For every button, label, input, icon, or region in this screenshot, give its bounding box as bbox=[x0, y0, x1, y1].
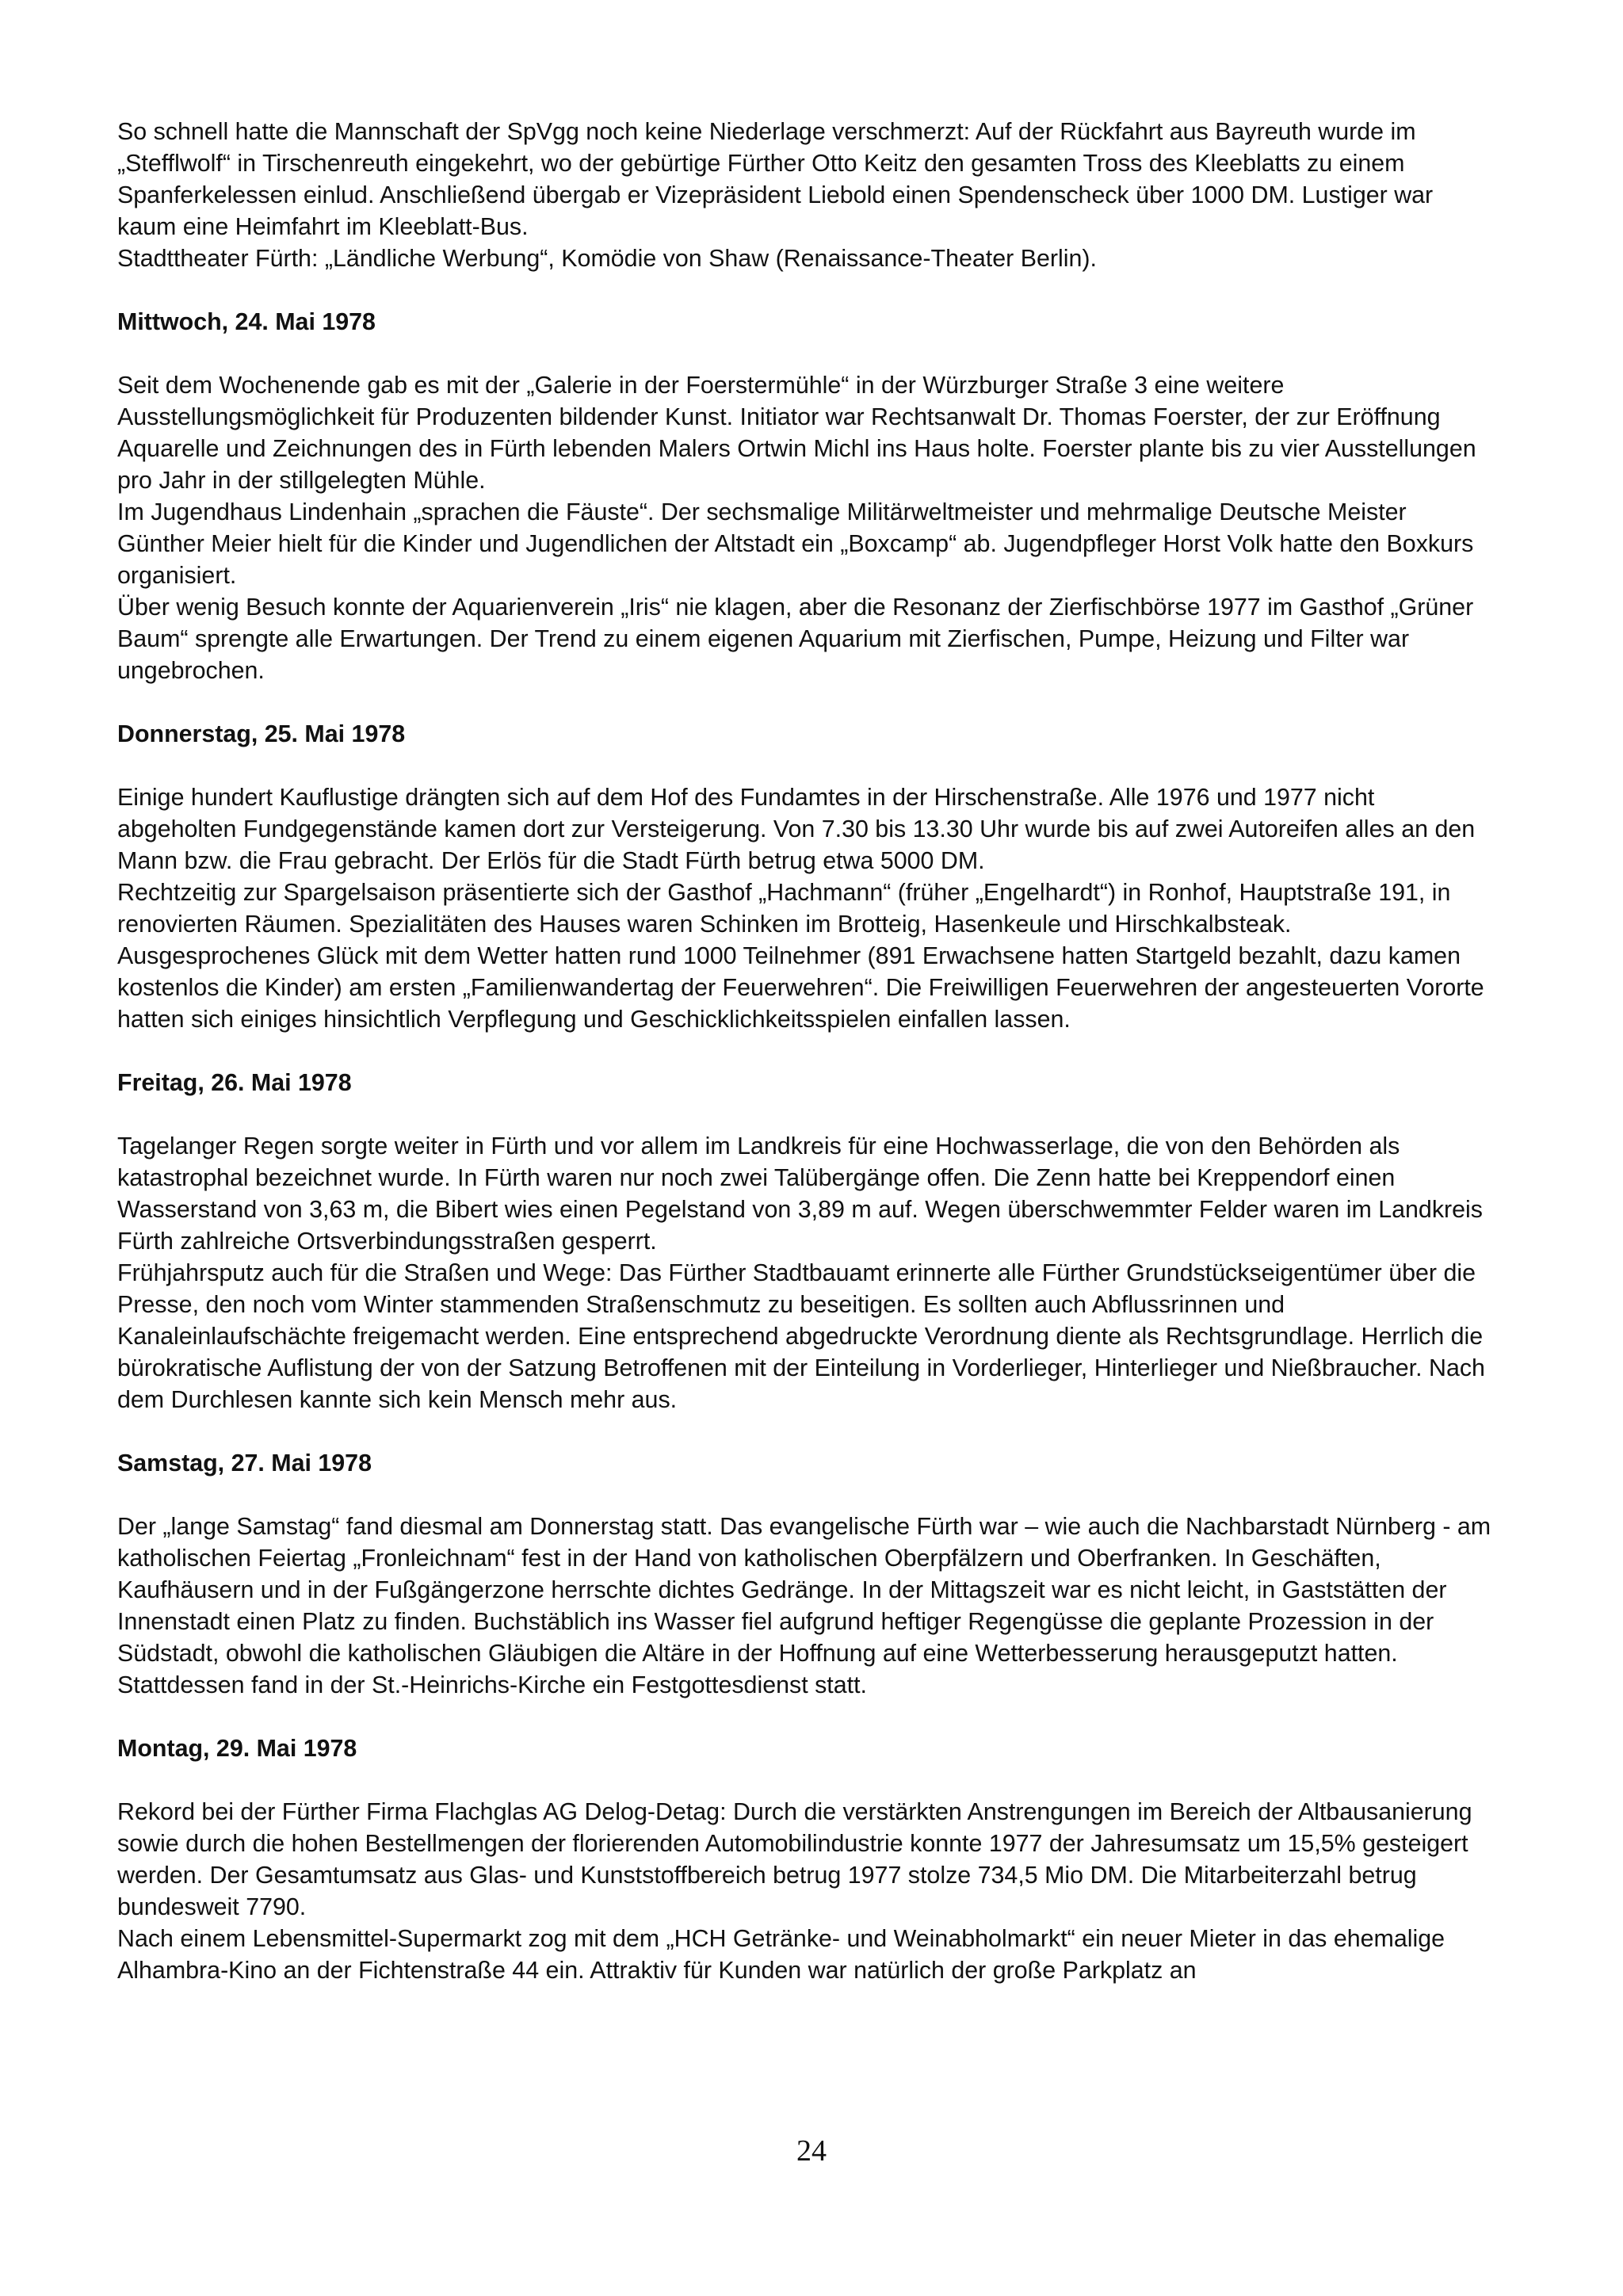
section-paragraph: Einige hundert Kauflustige drängten sich auf dem Hof des Fundamtes in der Hirschenstraße. Alle 1976 und 1977 nicht abgeholten Fundgegenstände kamen dort zur Versteigerung. Von 7.30 bis 13.30 Uhr wurde bis auf zwei Autoreifen alles an den Mann bzw. die Frau gebracht. Der Erlös für die Stadt Fürth betrug etwa 5000 DM. bbox=[117, 784, 1476, 874]
section-paragraph: Tagelanger Regen sorgte weiter in Fürth und vor allem im Landkreis für eine Hochwasserlage, die von den Behörden als katastrophal bezeichnet wurde. In Fürth waren nur noch zwei Talübergänge offen. Die Zenn hatte bei Kreppendorf einen Wasserstand von 3,63 m, die Bibert wies einen Pegelstand von 3,89 m auf. Wegen überschwemmter Felder waren im Landkreis Fürth zahlreiche Ortsverbindungsstraßen gesperrt. bbox=[117, 1133, 1483, 1255]
section-paragraph: Rekord bei der Fürther Firma Flachglas AG Delog-Detag: Durch die verstärkten Anstrengungen im Bereich der Altbausanierung sowie durch die hohen Bestellmengen der florierenden Automobilindustrie konnte 1977 der Jahresumsatz um 15,5% gesteigert werden. Der Gesamtumsatz aus Glas- und Kunststoffbereich betrug 1977 stolze 734,5 Mio DM. Die Mitarbeiterzahl betrug bundesweit 7790. bbox=[117, 1798, 1472, 1920]
intro-paragraph: Stadttheater Fürth: „Ländliche Werbung“, Komödie von Shaw (Renaissance-Theater Berlin). bbox=[117, 245, 1097, 272]
section-paragraph: Frühjahrsputz auch für die Straßen und Wege: Das Fürther Stadtbauamt erinnerte alle Fürther Grundstückseigentümer über die Presse, den noch vom Winter stammenden Straßenschmutz zu beseitigen. Es sollten auch Abflussrinnen und Kanaleinlaufschächte freigemacht werden. Eine entsprechend abgedruckte Verordnung diente als Rechtsgrundlage. Herrlich die bürokratische Auflistung der von der Satzung Betroffenen mit der Einteilung in Vorderlieger, Hinterlieger und Nießbraucher. Nach dem Durchlesen kannte sich kein Mensch mehr aus. bbox=[117, 1259, 1485, 1413]
section-paragraph: Der „lange Samstag“ fand diesmal am Donnerstag statt. Das evangelische Fürth war – wie auch die Nachbarstadt Nürnberg - am katholischen Feiertag „Fronleichnam“ fest in der Hand von katholischen Oberpfälzern und Oberfranken. In Geschäften, Kaufhäusern und in der Fußgängerzone herrschte dichtes Gedränge. In der Mittagszeit war es nicht leicht, in Gaststätten der Innenstadt einen Platz zu finden. Buchstäblich ins Wasser fiel aufgrund heftiger Regengüsse die geplante Prozession in der Südstadt, obwohl die katholischen Gläubigen die Altäre in der Hoffnung auf eine Wetterbesserung herausgeputzt hatten. Stattdessen fand in der St.-Heinrichs-Kirche ein Festgottesdienst statt. bbox=[117, 1513, 1491, 1698]
section-heading: Freitag, 26. Mai 1978 bbox=[117, 1069, 352, 1096]
section-heading: Mittwoch, 24. Mai 1978 bbox=[117, 308, 376, 335]
document-body bbox=[117, 116, 1498, 1986]
section-paragraph: Im Jugendhaus Lindenhain „sprachen die Fäuste“. Der sechsmalige Militärweltmeister und mehrmalige Deutsche Meister Günther Meier hielt für die Kinder und Jugendlichen der Altstadt ein „Boxcamp“ ab. Jugendpfleger Horst Volk hatte den Boxkurs organisiert. bbox=[117, 499, 1474, 589]
section-paragraph: Seit dem Wochenende gab es mit der „Galerie in der Foerstermühle“ in der Würzburger Straße 3 eine weitere Ausstellungsmöglichkeit für Produzenten bildender Kunst. Initiator war Rechtsanwalt Dr. Thomas Foerster, der zur Eröffnung Aquarelle und Zeichnungen des in Fürth lebenden Malers Ortwin Michl ins Haus holte. Foerster plante bis zu vier Ausstellungen pro Jahr in der stillgelegten Mühle. bbox=[117, 372, 1476, 494]
section-paragraph: Nach einem Lebensmittel-Supermarkt zog mit dem „HCH Getränke- und Weinabholmarkt“ ein neuer Mieter in das ehemalige Alhambra-Kino an der Fichtenstraße 44 ein. Attraktiv für Kunden war natürlich der große Parkplatz an bbox=[117, 1925, 1445, 1984]
page-number: 24 bbox=[796, 2134, 827, 2168]
section-paragraph: Ausgesprochenes Glück mit dem Wetter hatten rund 1000 Teilnehmer (891 Erwachsene hatten Startgeld bezahlt, dazu kamen kostenlos die Kinder) am ersten „Familienwandertag der Feuerwehren“. Die Freiwilligen Feuerwehren der angesteuerten Vororte hatten sich einiges hinsichtlich Verpflegung und Geschicklichkeitsspielen einfallen lassen. bbox=[117, 942, 1484, 1033]
section-paragraph: Rechtzeitig zur Spargelsaison präsentierte sich der Gasthof „Hachmann“ (früher „Engelhardt“) in Ronhof, Hauptstraße 191, in renovierten Räumen. Spezialitäten des Hauses waren Schinken im Brotteig, Hasenkeule und Hirschkalbsteak. bbox=[117, 879, 1451, 938]
section-heading: Donnerstag, 25. Mai 1978 bbox=[117, 720, 406, 747]
section-paragraph: Über wenig Besuch konnte der Aquarienverein „Iris“ nie klagen, aber die Resonanz der Zierfischbörse 1977 im Gasthof „Grüner Baum“ sprengte alle Erwartungen. Der Trend zu einem eigenen Aquarium mit Zierfischen, Pumpe, Heizung und Filter war ungebrochen. bbox=[117, 594, 1474, 684]
section-heading: Montag, 29. Mai 1978 bbox=[117, 1735, 357, 1762]
section-heading: Samstag, 27. Mai 1978 bbox=[117, 1450, 372, 1477]
intro-paragraph: So schnell hatte die Mannschaft der SpVgg noch keine Niederlage verschmerzt: Auf der Rückfahrt aus Bayreuth wurde im „Stefflwolf“ in Tirschenreuth eingekehrt, wo der gebürtige Fürther Otto Keitz den gesamten Tross des Kleeblatts zu einem Spanferkelessen einlud. Anschließend übergab er Vizepräsident Liebold einen Spendenscheck über 1000 DM. Lustiger war kaum eine Heimfahrt im Kleeblatt-Bus. bbox=[117, 118, 1434, 240]
